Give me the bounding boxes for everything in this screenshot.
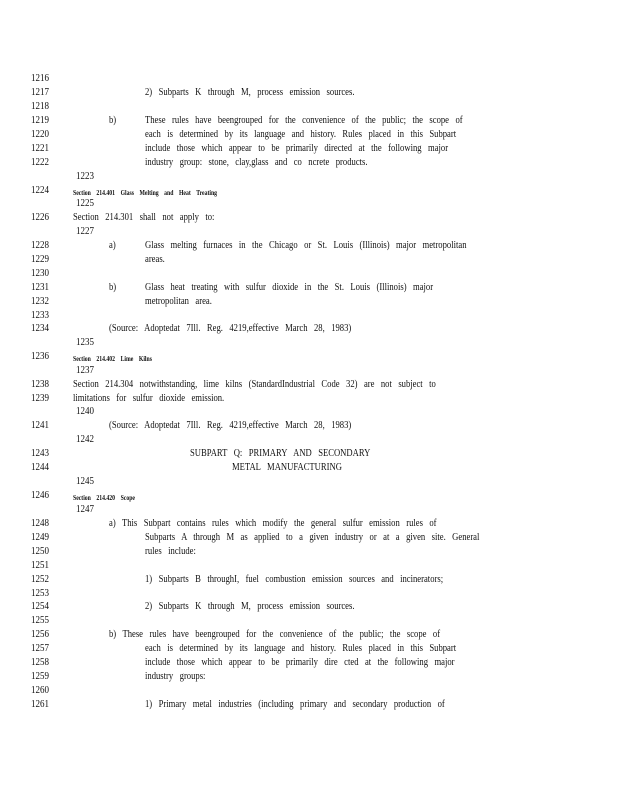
text-line: a) This Subpart contains rules which modify the general sulfur emission rules of bbox=[109, 518, 437, 529]
line-number: 1248 bbox=[31, 518, 49, 529]
line-number: 1247 bbox=[76, 504, 94, 515]
section-heading: Section 214.402 Lime Kilns bbox=[73, 355, 152, 363]
line-number: 1226 bbox=[31, 212, 49, 223]
line-number: 1216 bbox=[31, 73, 49, 84]
line-number: 1253 bbox=[31, 588, 49, 599]
text-line: rules include: bbox=[145, 546, 196, 557]
line-number: 1251 bbox=[31, 560, 49, 571]
text-line: areas. bbox=[145, 254, 165, 265]
text-line: b) These rules have beengrouped for the convenience of the public; the scope of bbox=[109, 629, 441, 640]
line-number: 1232 bbox=[31, 296, 49, 307]
text-line: industry group: stone, clay,glass and co ncrete products. bbox=[145, 157, 368, 168]
line-number: 1254 bbox=[31, 601, 49, 612]
text-line: include those which appear to be primarily directed at the following major bbox=[145, 143, 449, 154]
text-line: Section 214.301 shall not apply to: bbox=[73, 212, 215, 223]
line-number: 1235 bbox=[76, 337, 94, 348]
line-number: 1236 bbox=[31, 351, 49, 362]
text-line: 2) Subparts K through M, process emission sources. bbox=[145, 601, 355, 612]
line-number: 1217 bbox=[31, 87, 49, 98]
line-number: 1237 bbox=[76, 365, 94, 376]
line-number: 1241 bbox=[31, 420, 49, 431]
line-number: 1243 bbox=[31, 448, 49, 459]
line-number: 1230 bbox=[31, 268, 49, 279]
line-number: 1240 bbox=[76, 406, 94, 417]
line-number: 1249 bbox=[31, 532, 49, 543]
line-number: 1244 bbox=[31, 462, 49, 473]
list-marker: b) bbox=[109, 115, 117, 126]
line-number: 1218 bbox=[31, 101, 49, 112]
line-number: 1238 bbox=[31, 379, 49, 390]
text-line: These rules have beengrouped for the convenience of the public; the scope of bbox=[145, 115, 463, 126]
section-heading: Section 214.420 Scope bbox=[73, 494, 135, 502]
text-line: 2) Subparts K through M, process emission sources. bbox=[145, 87, 355, 98]
line-number: 1234 bbox=[31, 323, 49, 334]
list-marker: b) bbox=[109, 282, 117, 293]
line-number: 1259 bbox=[31, 671, 49, 682]
list-marker: a) bbox=[109, 240, 116, 251]
text-line: each is determined by its language and history. Rules placed in this Subpart bbox=[145, 129, 457, 140]
line-number: 1256 bbox=[31, 629, 49, 640]
text-line: Glass heat treating with sulfur dioxide in the St. Louis (Illinois) major bbox=[145, 282, 434, 293]
text-line: include those which appear to be primarily dire cted at the following major bbox=[145, 657, 455, 668]
text-line: industry groups: bbox=[145, 671, 206, 682]
text-line: (Source: Adoptedat 7Ill. Reg. 4219,effective March 28, 1983) bbox=[109, 420, 352, 431]
line-number: 1252 bbox=[31, 574, 49, 585]
line-number: 1225 bbox=[76, 198, 94, 209]
text-line: limitations for sulfur dioxide emission. bbox=[73, 393, 225, 404]
text-line: Subparts A through M as applied to a given industry or at a given site. General bbox=[145, 532, 480, 543]
line-number: 1224 bbox=[31, 185, 49, 196]
text-line: METAL MANUFACTURING bbox=[232, 462, 342, 473]
line-number: 1227 bbox=[76, 226, 94, 237]
line-number: 1257 bbox=[31, 643, 49, 654]
line-number: 1245 bbox=[76, 476, 94, 487]
line-number: 1228 bbox=[31, 240, 49, 251]
line-number: 1260 bbox=[31, 685, 49, 696]
text-line: 1) Subparts B throughI, fuel combustion emission sources and incinerators; bbox=[145, 574, 444, 585]
line-number: 1250 bbox=[31, 546, 49, 557]
text-line: Section 214.304 notwithstanding, lime kilns (StandardIndustrial Code 32) are not subject to bbox=[73, 379, 436, 390]
line-number: 1255 bbox=[31, 615, 49, 626]
section-heading: Section 214.401 Glass Melting and Heat Treating bbox=[73, 189, 218, 197]
line-number: 1242 bbox=[76, 434, 94, 445]
line-number: 1258 bbox=[31, 657, 49, 668]
line-number: 1221 bbox=[31, 143, 49, 154]
line-number: 1222 bbox=[31, 157, 49, 168]
line-number: 1219 bbox=[31, 115, 49, 126]
text-line: each is determined by its language and history. Rules placed in this Subpart bbox=[145, 643, 457, 654]
text-line: 1) Primary metal industries (including primary and secondary production of bbox=[145, 699, 445, 710]
line-number: 1246 bbox=[31, 490, 49, 501]
line-number: 1239 bbox=[31, 393, 49, 404]
line-number: 1220 bbox=[31, 129, 49, 140]
line-number: 1261 bbox=[31, 699, 49, 710]
line-number: 1223 bbox=[76, 171, 94, 182]
text-line: Glass melting furnaces in the Chicago or St. Louis (Illinois) major metropolitan bbox=[145, 240, 467, 251]
line-number: 1233 bbox=[31, 310, 49, 321]
text-line: (Source: Adoptedat 7Ill. Reg. 4219,effective March 28, 1983) bbox=[109, 323, 352, 334]
line-number: 1231 bbox=[31, 282, 49, 293]
line-number: 1229 bbox=[31, 254, 49, 265]
text-line: SUBPART Q: PRIMARY AND SECONDARY bbox=[190, 448, 371, 459]
text-line: metropolitan area. bbox=[145, 296, 212, 307]
